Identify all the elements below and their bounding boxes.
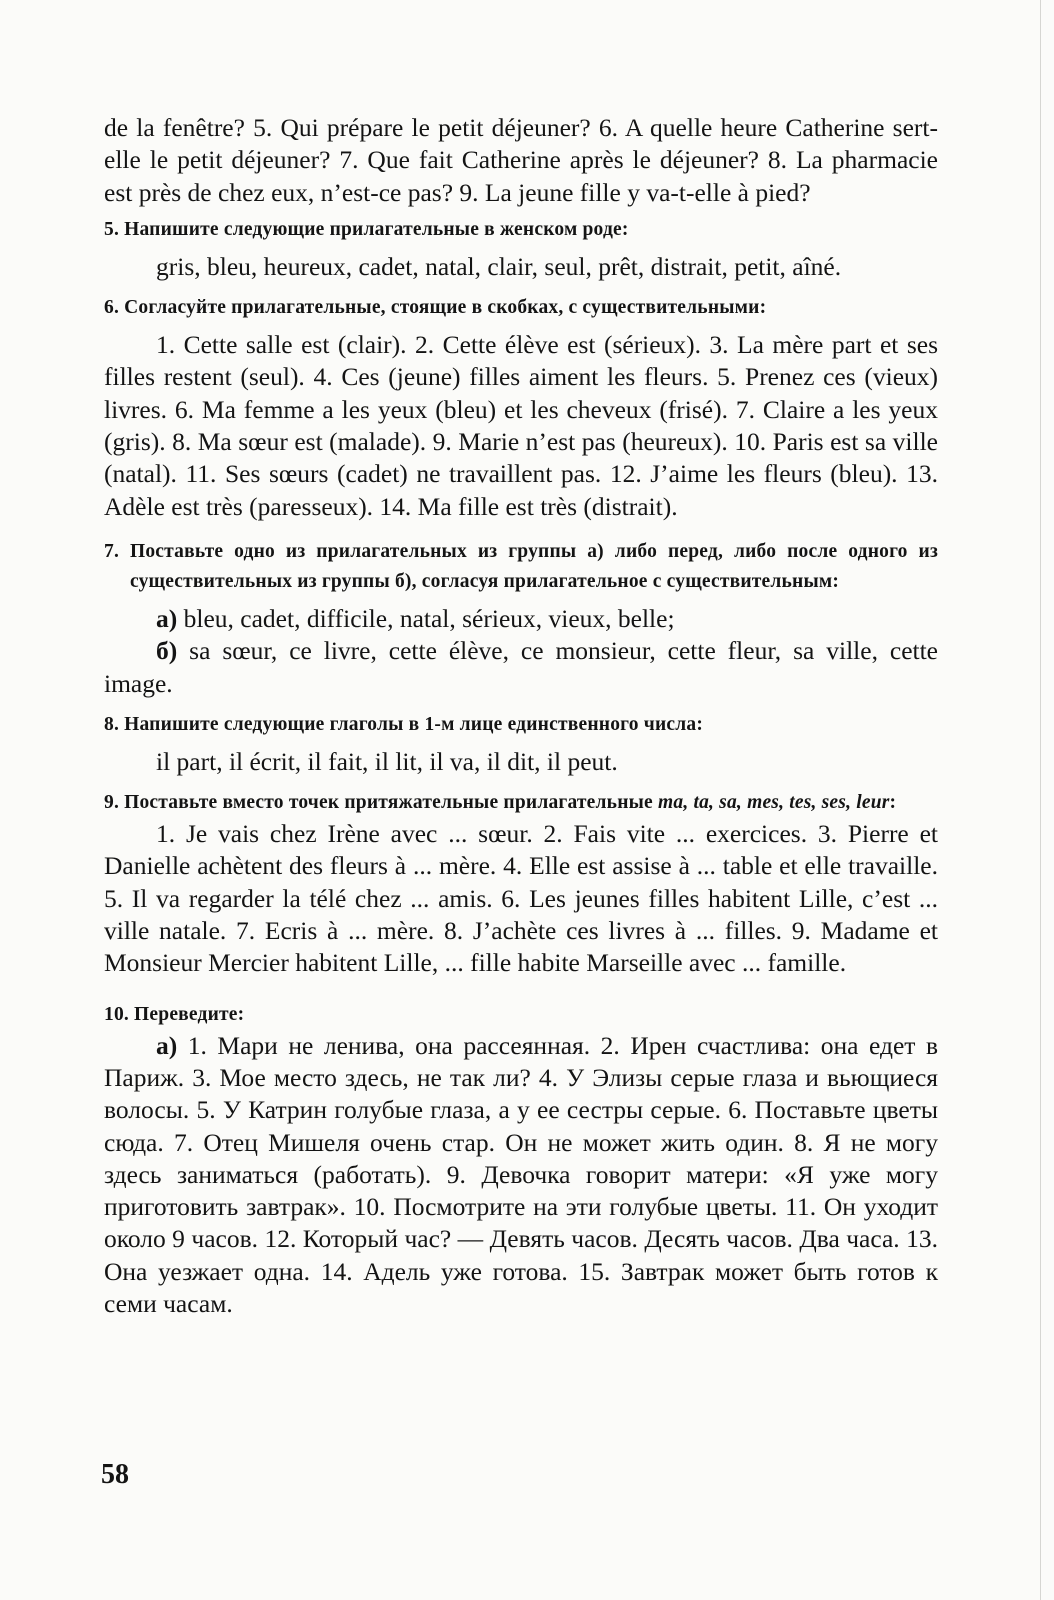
group-a-label: а) [156, 603, 178, 633]
exercise-7-heading: 7. Поставьте одно из прилагательных из группы а) либо перед, либо после одного из существительных из группы б), согласуя прилагательное с существительным: [104, 540, 938, 592]
exercise-10-heading: 10. Переведите: [104, 1003, 245, 1025]
page-edge-line [1040, 0, 1041, 1600]
exercise-6-heading: 6. Согласуйте прилагательные, стоящие в скобках, с существительными: [104, 297, 767, 319]
exercise-5-heading: 5. Напишите следующие прилагательные в женском роде: [104, 218, 629, 240]
exercise-9-heading-words: ma, ta, sa, mes, tes, ses, leur [658, 792, 890, 814]
page-number: 58 [101, 1459, 129, 1490]
continuation-text: de la fenêtre? 5. Qui prépare le petit déjeuner? 6. A quelle heure Catherine sert-elle le petit déjeuner? 7. Que fait Catherine après le déjeuner? 8. La pharmacie est près de chez eux, n’est-ce pas? 9. La jeune fille y va-t-elle à pied? [104, 113, 938, 207]
group-b-text: sa sœur, ce livre, cette élève, ce monsieur, cette fleur, sa ville, cette image. [104, 636, 938, 698]
exercise-5-body: gris, bleu, heureux, cadet, natal, clair, seul, prêt, distrait, petit, aîné. [156, 251, 842, 281]
exercise-8-body: il part, il écrit, il fait, il lit, il va, il dit, il peut. [156, 746, 618, 776]
exercise-7-group-a [104, 603, 938, 635]
exercise-7-group-b [104, 635, 938, 700]
exercise-9-heading-colon: : [889, 792, 897, 814]
part-a-label: а) [156, 1030, 178, 1060]
group-b-label: б) [156, 636, 178, 666]
exercise-6-body: 1. Cette salle est (clair). 2. Cette élève est (sérieux). 3. La mère part et ses filles restent (seul). 4. Ces (jeune) filles aiment les fleurs. 5. Prenez ces (vieux) livres. 6. Ma femme a les yeux (bleu) et les cheveux (frisé). 7. Claire a les yeux (gris). 8. Ma sœur est (malade). 9. Marie n’est pas (heureux). 10. Paris est sa ville (natal). 11. Ses sœurs (cadet) ne travaillent pas. 12. J’aime les fleurs (bleu). 13. Adèle est très (paresseux). 14. Ma fille est très (distrait). [104, 330, 938, 521]
page-content [104, 112, 938, 1320]
exercise-9-heading [104, 788, 938, 818]
exercise-9-body: 1. Je vais chez Irène avec ... sœur. 2. Fais vite ... exercices. 3. Pierre et Danielle achètent des fleurs à ... mère. 4. Elle est assise à ... table et elle travaille. 5. Il va regarder la télé chez ... amis. 6. Les jeunes filles habitent Lille, c’est ... ville natale. 7. Ecris à ... mère. 8. J’achète ces livres à ... filles. 9. Madame et Monsieur Mercier habitent Lille, ... fille habite Marseille avec ... famille. [104, 819, 938, 978]
exercise-10-part-a [104, 1030, 938, 1321]
part-a-text: 1. Мари не ленива, она рассеянная. 2. Ирен счастлива: она едет в Париж. 3. Мое место здесь, не так ли? 4. У Элизы серые глаза и вьющиеся волосы. 5. У Катрин голубые глаза, а у ее сестры серые. 6. Поставьте цветы сюда. 7. Отец Мишеля очень стар. Он не может жить один. 8. Я не могу здесь заниматься (работать). 9. Девочка говорит матери: «Я уже могу приготовить завтрак». 10. Посмотрите на эти голубые цветы. 11. Он уходит около 9 часов. 12. Который час? — Девять часов. Десять часов. Два часа. 13. Она уезжает одна. 14. Адель уже готова. 15. Завтрак может быть готов к семи часам. [104, 1030, 938, 1319]
exercise-8-heading: 8. Напишите следующие глаголы в 1-м лице единственного числа: [104, 713, 704, 735]
group-a-text: bleu, cadet, difficile, natal, sérieux, vieux, belle; [183, 603, 675, 633]
exercise-9-heading-text: 9. Поставьте вместо точек притяжательные прилагательные [104, 792, 653, 814]
